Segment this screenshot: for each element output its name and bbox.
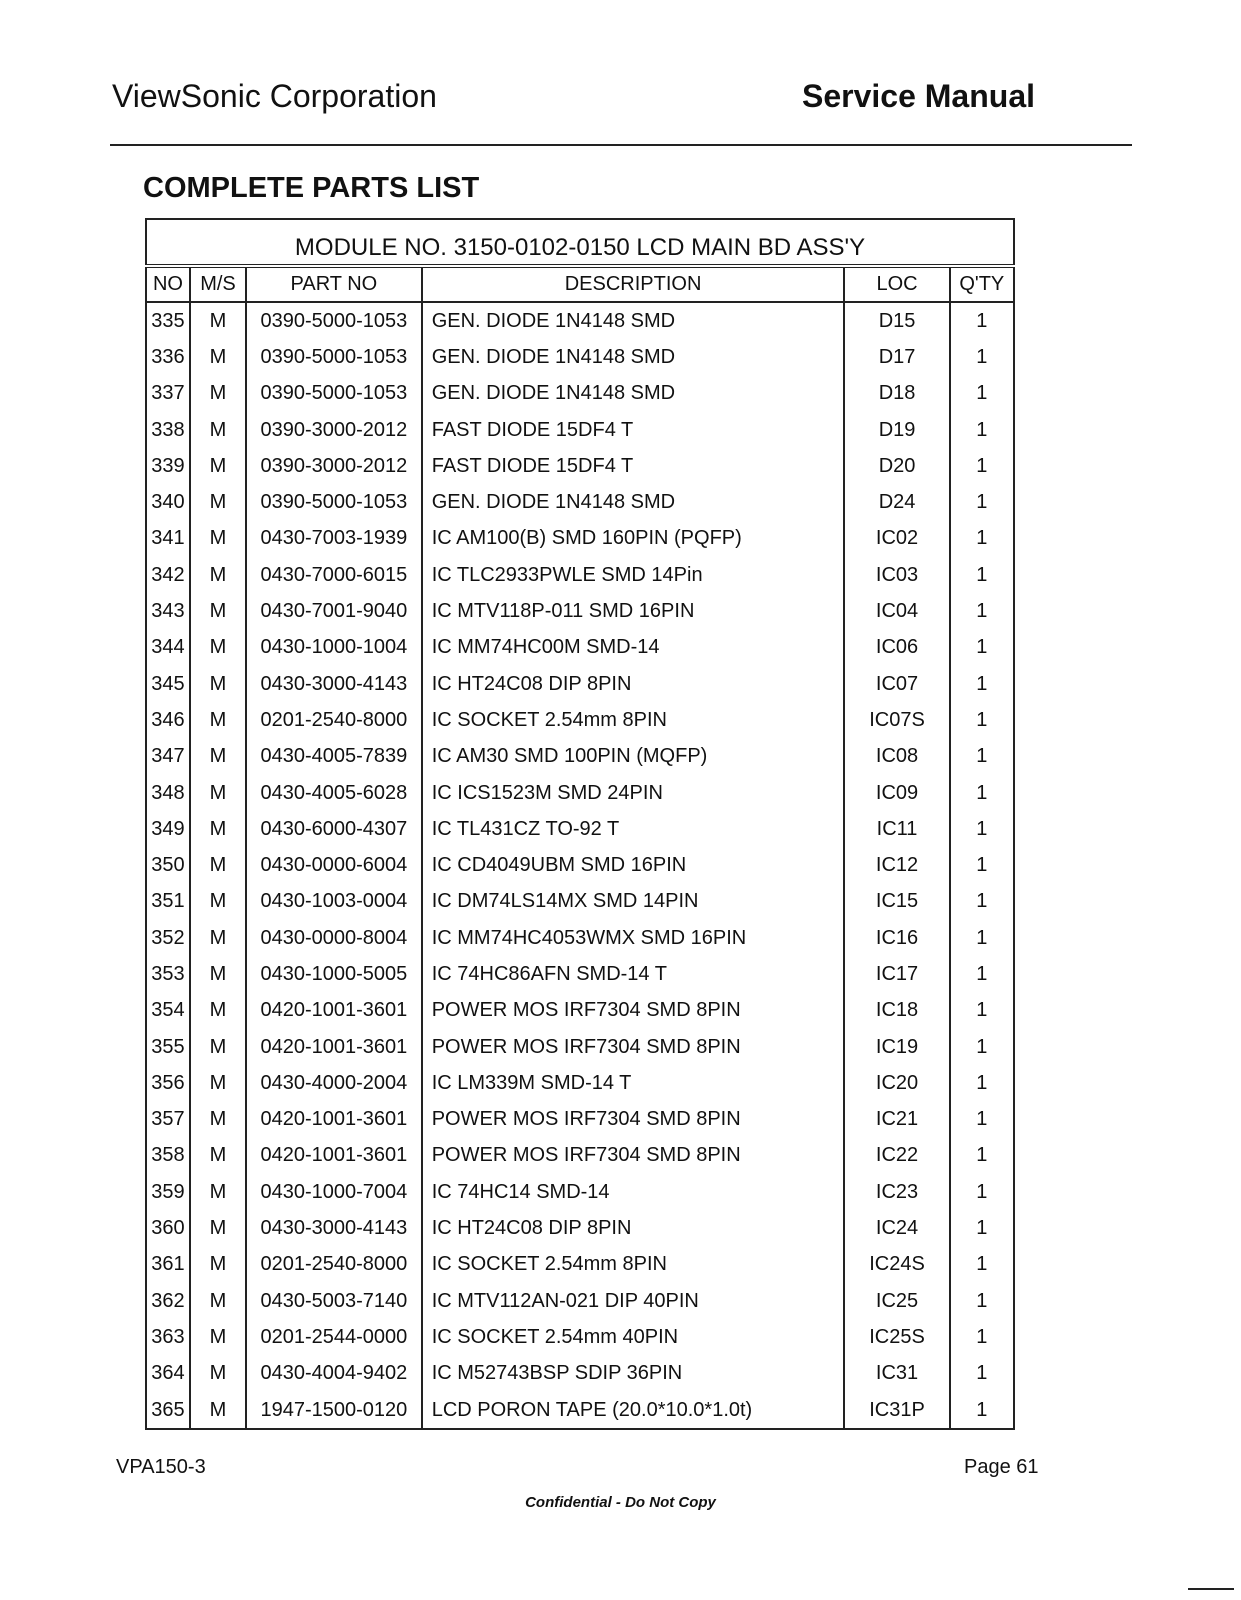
cell-qty: 1: [950, 1174, 1014, 1210]
cell-ms: M: [190, 1356, 246, 1392]
cell-part-no: 0430-1003-0004: [246, 884, 422, 920]
table-row: [146, 1392, 1014, 1429]
cell-description: IC TL431CZ TO-92 T: [422, 811, 845, 847]
cell-loc: IC19: [844, 1029, 949, 1065]
cell-part-no: 0430-5003-7140: [246, 1283, 422, 1319]
table-row: [146, 302, 1014, 339]
cell-ms: M: [190, 1247, 246, 1283]
cell-description: IC ICS1523M SMD 24PIN: [422, 775, 845, 811]
cell-description: GEN. DIODE 1N4148 SMD: [422, 376, 845, 412]
cell-ms: M: [190, 1029, 246, 1065]
cell-qty: 1: [950, 666, 1014, 702]
cell-no: 360: [146, 1210, 190, 1246]
cell-loc: D19: [844, 412, 949, 448]
manual-title: Service Manual: [802, 78, 1035, 114]
cell-part-no: 0430-3000-4143: [246, 1210, 422, 1246]
cell-part-no: 0430-6000-4307: [246, 811, 422, 847]
cell-part-no: 0430-0000-8004: [246, 920, 422, 956]
cell-description: IC HT24C08 DIP 8PIN: [422, 1210, 845, 1246]
page-number: Page 61: [964, 1456, 1039, 1478]
cell-no: 350: [146, 847, 190, 883]
cell-qty: 1: [950, 847, 1014, 883]
cell-no: 354: [146, 993, 190, 1029]
cell-no: 346: [146, 702, 190, 738]
cell-loc: IC17: [844, 956, 949, 992]
table-row: [146, 739, 1014, 775]
cell-description: IC MM74HC4053WMX SMD 16PIN: [422, 920, 845, 956]
cell-ms: M: [190, 484, 246, 520]
table-row: [146, 956, 1014, 992]
cell-no: 363: [146, 1319, 190, 1355]
cell-loc: D24: [844, 484, 949, 520]
cell-part-no: 0420-1001-3601: [246, 1029, 422, 1065]
cell-loc: IC31P: [844, 1392, 949, 1429]
cell-description: GEN. DIODE 1N4148 SMD: [422, 302, 845, 339]
cell-no: 357: [146, 1102, 190, 1138]
table-row: [146, 448, 1014, 484]
cell-ms: M: [190, 666, 246, 702]
cell-ms: M: [190, 1392, 246, 1429]
table-row: [146, 847, 1014, 883]
cell-no: 364: [146, 1356, 190, 1392]
cell-part-no: 0201-2540-8000: [246, 702, 422, 738]
cell-ms: M: [190, 1319, 246, 1355]
cell-no: 358: [146, 1138, 190, 1174]
cell-qty: 1: [950, 557, 1014, 593]
cell-loc: D15: [844, 302, 949, 339]
col-header-part-no: PART NO: [246, 266, 422, 302]
cell-qty: 1: [950, 811, 1014, 847]
cell-loc: IC11: [844, 811, 949, 847]
table-row: [146, 521, 1014, 557]
cell-no: 361: [146, 1247, 190, 1283]
cell-ms: M: [190, 521, 246, 557]
cell-ms: M: [190, 630, 246, 666]
cell-description: IC SOCKET 2.54mm 40PIN: [422, 1319, 845, 1355]
table-row: [146, 1029, 1014, 1065]
table-row: [146, 1065, 1014, 1101]
cell-ms: M: [190, 557, 246, 593]
cell-loc: IC16: [844, 920, 949, 956]
table-row: [146, 702, 1014, 738]
cell-description: IC TLC2933PWLE SMD 14Pin: [422, 557, 845, 593]
cell-part-no: 0430-7003-1939: [246, 521, 422, 557]
confidential-notice: Confidential - Do Not Copy: [525, 1494, 716, 1511]
cell-no: 344: [146, 630, 190, 666]
cell-no: 345: [146, 666, 190, 702]
cell-no: 356: [146, 1065, 190, 1101]
cell-loc: IC12: [844, 847, 949, 883]
cell-ms: M: [190, 1065, 246, 1101]
cell-description: IC MTV118P-011 SMD 16PIN: [422, 593, 845, 629]
table-row: [146, 557, 1014, 593]
table-row: [146, 811, 1014, 847]
cell-description: GEN. DIODE 1N4148 SMD: [422, 484, 845, 520]
cell-description: LCD PORON TAPE (20.0*10.0*1.0t): [422, 1392, 845, 1429]
cell-loc: D18: [844, 376, 949, 412]
cell-loc: IC24S: [844, 1247, 949, 1283]
cell-description: IC 74HC86AFN SMD-14 T: [422, 956, 845, 992]
cell-qty: 1: [950, 1283, 1014, 1319]
parts-table-body: [146, 302, 1014, 1429]
cell-loc: IC03: [844, 557, 949, 593]
cell-loc: IC04: [844, 593, 949, 629]
cell-part-no: 0430-1000-7004: [246, 1174, 422, 1210]
cell-part-no: 0430-4000-2004: [246, 1065, 422, 1101]
cell-part-no: 0430-4004-9402: [246, 1356, 422, 1392]
cell-loc: IC25: [844, 1283, 949, 1319]
cell-no: 355: [146, 1029, 190, 1065]
cell-part-no: 1947-1500-0120: [246, 1392, 422, 1429]
cell-part-no: 0430-1000-1004: [246, 630, 422, 666]
cell-loc: IC23: [844, 1174, 949, 1210]
cell-no: 335: [146, 302, 190, 339]
cell-qty: 1: [950, 775, 1014, 811]
module-title-row: [146, 219, 1014, 266]
cell-no: 337: [146, 376, 190, 412]
cell-loc: D17: [844, 339, 949, 375]
cell-qty: 1: [950, 593, 1014, 629]
cell-ms: M: [190, 1283, 246, 1319]
cell-description: IC 74HC14 SMD-14: [422, 1174, 845, 1210]
col-header-qty: Q'TY: [950, 266, 1014, 302]
cell-no: 362: [146, 1283, 190, 1319]
cell-ms: M: [190, 376, 246, 412]
cell-loc: IC07: [844, 666, 949, 702]
cell-ms: M: [190, 1174, 246, 1210]
cell-loc: IC06: [844, 630, 949, 666]
cell-qty: 1: [950, 1319, 1014, 1355]
table-row: [146, 775, 1014, 811]
cell-description: POWER MOS IRF7304 SMD 8PIN: [422, 1138, 845, 1174]
cell-loc: IC02: [844, 521, 949, 557]
cell-loc: IC18: [844, 993, 949, 1029]
cell-description: FAST DIODE 15DF4 T: [422, 412, 845, 448]
table-row: [146, 1210, 1014, 1246]
cell-part-no: 0430-3000-4143: [246, 666, 422, 702]
cell-qty: 1: [950, 884, 1014, 920]
table-row: [146, 1174, 1014, 1210]
cell-ms: M: [190, 339, 246, 375]
cell-description: POWER MOS IRF7304 SMD 8PIN: [422, 1029, 845, 1065]
cell-qty: 1: [950, 1210, 1014, 1246]
cell-part-no: 0390-5000-1053: [246, 339, 422, 375]
cell-qty: 1: [950, 484, 1014, 520]
cell-ms: M: [190, 993, 246, 1029]
section-title: COMPLETE PARTS LIST: [143, 172, 480, 204]
cell-no: 365: [146, 1392, 190, 1429]
cell-part-no: 0201-2544-0000: [246, 1319, 422, 1355]
cell-ms: M: [190, 956, 246, 992]
cell-loc: IC20: [844, 1065, 949, 1101]
cell-no: 342: [146, 557, 190, 593]
col-header-no: NO: [146, 266, 190, 302]
cell-qty: 1: [950, 448, 1014, 484]
cell-loc: IC24: [844, 1210, 949, 1246]
cell-no: 349: [146, 811, 190, 847]
cell-qty: 1: [950, 376, 1014, 412]
cell-no: 336: [146, 339, 190, 375]
cell-no: 351: [146, 884, 190, 920]
table-row: [146, 484, 1014, 520]
cell-no: 352: [146, 920, 190, 956]
cell-ms: M: [190, 302, 246, 339]
cell-description: IC DM74LS14MX SMD 14PIN: [422, 884, 845, 920]
cell-no: 343: [146, 593, 190, 629]
cell-ms: M: [190, 739, 246, 775]
cell-loc: D20: [844, 448, 949, 484]
cell-qty: 1: [950, 920, 1014, 956]
cell-description: IC SOCKET 2.54mm 8PIN: [422, 1247, 845, 1283]
cell-qty: 1: [950, 412, 1014, 448]
cell-ms: M: [190, 593, 246, 629]
cell-loc: IC31: [844, 1356, 949, 1392]
cell-no: 348: [146, 775, 190, 811]
cell-part-no: 0390-3000-2012: [246, 412, 422, 448]
cell-part-no: 0390-5000-1053: [246, 376, 422, 412]
cell-description: GEN. DIODE 1N4148 SMD: [422, 339, 845, 375]
cell-part-no: 0390-3000-2012: [246, 448, 422, 484]
cell-loc: IC08: [844, 739, 949, 775]
table-row: [146, 593, 1014, 629]
cell-qty: 1: [950, 339, 1014, 375]
document-code: VPA150-3: [116, 1456, 206, 1478]
table-row: [146, 666, 1014, 702]
cell-no: 347: [146, 739, 190, 775]
cell-part-no: 0430-0000-6004: [246, 847, 422, 883]
cell-qty: 1: [950, 1392, 1014, 1429]
table-row: [146, 884, 1014, 920]
cell-qty: 1: [950, 993, 1014, 1029]
table-row: [146, 339, 1014, 375]
cell-no: 340: [146, 484, 190, 520]
cell-ms: M: [190, 1138, 246, 1174]
cell-ms: M: [190, 847, 246, 883]
cell-qty: 1: [950, 630, 1014, 666]
cell-ms: M: [190, 920, 246, 956]
cell-description: IC MTV112AN-021 DIP 40PIN: [422, 1283, 845, 1319]
cell-qty: 1: [950, 702, 1014, 738]
col-header-ms: M/S: [190, 266, 246, 302]
cell-no: 341: [146, 521, 190, 557]
cell-part-no: 0390-5000-1053: [246, 302, 422, 339]
cell-ms: M: [190, 775, 246, 811]
parts-table: [145, 218, 1015, 1430]
cell-part-no: 0420-1001-3601: [246, 1102, 422, 1138]
cell-description: IC LM339M SMD-14 T: [422, 1065, 845, 1101]
module-title: MODULE NO. 3150-0102-0150 LCD MAIN BD ASS'Y: [146, 219, 1014, 266]
cell-qty: 1: [950, 956, 1014, 992]
column-header-row: [146, 266, 1014, 302]
cell-ms: M: [190, 1102, 246, 1138]
cell-description: IC AM100(B) SMD 160PIN (PQFP): [422, 521, 845, 557]
cell-ms: M: [190, 448, 246, 484]
cell-description: POWER MOS IRF7304 SMD 8PIN: [422, 1102, 845, 1138]
table-row: [146, 993, 1014, 1029]
cell-description: IC CD4049UBM SMD 16PIN: [422, 847, 845, 883]
table-row: [146, 1102, 1014, 1138]
cell-qty: 1: [950, 1029, 1014, 1065]
corner-mark: [1188, 1588, 1234, 1590]
table-row: [146, 1319, 1014, 1355]
cell-description: IC SOCKET 2.54mm 8PIN: [422, 702, 845, 738]
cell-part-no: 0420-1001-3601: [246, 993, 422, 1029]
cell-loc: IC09: [844, 775, 949, 811]
cell-ms: M: [190, 811, 246, 847]
company-name: ViewSonic Corporation: [112, 78, 437, 114]
cell-part-no: 0201-2540-8000: [246, 1247, 422, 1283]
cell-part-no: 0390-5000-1053: [246, 484, 422, 520]
cell-qty: 1: [950, 739, 1014, 775]
cell-description: IC HT24C08 DIP 8PIN: [422, 666, 845, 702]
col-header-description: DESCRIPTION: [422, 266, 845, 302]
cell-ms: M: [190, 884, 246, 920]
cell-description: IC MM74HC00M SMD-14: [422, 630, 845, 666]
cell-loc: IC07S: [844, 702, 949, 738]
cell-part-no: 0420-1001-3601: [246, 1138, 422, 1174]
cell-part-no: 0430-7000-6015: [246, 557, 422, 593]
col-header-loc: LOC: [844, 266, 949, 302]
cell-qty: 1: [950, 521, 1014, 557]
table-row: [146, 920, 1014, 956]
cell-qty: 1: [950, 1138, 1014, 1174]
table-row: [146, 1138, 1014, 1174]
cell-loc: IC22: [844, 1138, 949, 1174]
table-row: [146, 412, 1014, 448]
cell-qty: 1: [950, 1247, 1014, 1283]
table-row: [146, 630, 1014, 666]
cell-part-no: 0430-7001-9040: [246, 593, 422, 629]
cell-ms: M: [190, 702, 246, 738]
cell-loc: IC15: [844, 884, 949, 920]
table-row: [146, 1283, 1014, 1319]
cell-qty: 1: [950, 302, 1014, 339]
cell-loc: IC25S: [844, 1319, 949, 1355]
cell-ms: M: [190, 412, 246, 448]
cell-description: FAST DIODE 15DF4 T: [422, 448, 845, 484]
cell-description: IC M52743BSP SDIP 36PIN: [422, 1356, 845, 1392]
cell-loc: IC21: [844, 1102, 949, 1138]
table-row: [146, 1247, 1014, 1283]
cell-qty: 1: [950, 1065, 1014, 1101]
cell-ms: M: [190, 1210, 246, 1246]
table-row: [146, 1356, 1014, 1392]
cell-no: 359: [146, 1174, 190, 1210]
cell-no: 353: [146, 956, 190, 992]
cell-qty: 1: [950, 1102, 1014, 1138]
cell-part-no: 0430-4005-7839: [246, 739, 422, 775]
cell-part-no: 0430-1000-5005: [246, 956, 422, 992]
cell-no: 338: [146, 412, 190, 448]
cell-part-no: 0430-4005-6028: [246, 775, 422, 811]
header-divider: [110, 144, 1132, 146]
table-row: [146, 376, 1014, 412]
cell-qty: 1: [950, 1356, 1014, 1392]
cell-description: POWER MOS IRF7304 SMD 8PIN: [422, 993, 845, 1029]
cell-no: 339: [146, 448, 190, 484]
cell-description: IC AM30 SMD 100PIN (MQFP): [422, 739, 845, 775]
